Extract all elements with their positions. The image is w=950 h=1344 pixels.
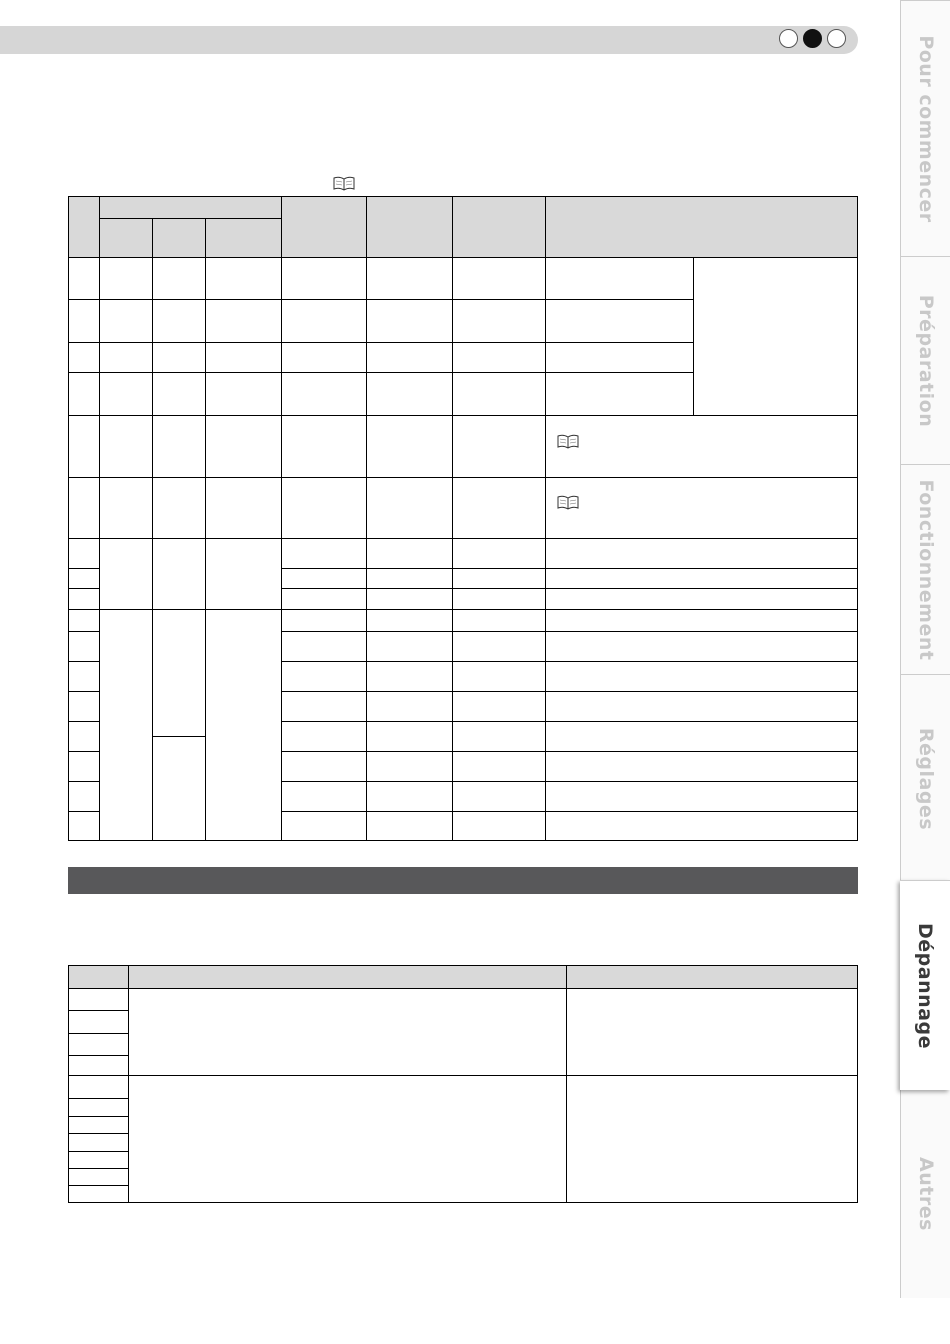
chapter-header-bar [0, 26, 858, 54]
table-cell [152, 257, 206, 300]
table-cell-merged [152, 538, 206, 610]
table-cell-merged [205, 538, 282, 610]
table-cell [366, 415, 453, 478]
table-cell-merged [566, 1075, 858, 1203]
table-cell [452, 751, 546, 782]
table-cell [68, 1075, 129, 1099]
table-cell [545, 372, 694, 416]
table-cell-merged [99, 609, 153, 841]
indicator-dot-filled [803, 29, 822, 48]
table-cell [366, 609, 453, 632]
table-cell [68, 372, 100, 416]
tab-reglages[interactable] [900, 674, 950, 882]
table-cell [366, 588, 453, 610]
table-cell [281, 415, 367, 478]
table-cell [366, 299, 453, 343]
table-cell [68, 661, 100, 692]
table-cell [99, 477, 153, 539]
table-cell [68, 1185, 129, 1203]
table-cell-merged [128, 1075, 567, 1203]
table-cell [366, 661, 453, 692]
table-cell [545, 415, 858, 478]
page-indicator [779, 29, 846, 48]
table-cell [545, 477, 858, 539]
table-cell [452, 588, 546, 610]
tab-label: Autres [914, 1156, 937, 1231]
table-header-cell [68, 965, 129, 989]
table-cell [281, 609, 367, 632]
tab-label: Réglages [914, 727, 937, 830]
table-cell-merged [205, 609, 282, 841]
table-cell [366, 257, 453, 300]
table-cell [545, 691, 858, 722]
table-cell [68, 415, 100, 478]
table-header-cell [281, 196, 367, 258]
table-cell-merged [152, 736, 206, 841]
table-cell [205, 342, 282, 373]
tab-label: Fonctionnement [914, 479, 937, 660]
table-cell [99, 299, 153, 343]
table-cell [281, 721, 367, 752]
table-cell [366, 781, 453, 812]
table-cell [68, 1055, 129, 1076]
tab-fonctionnement[interactable] [900, 464, 950, 674]
table-cell [281, 631, 367, 662]
table-cell [281, 342, 367, 373]
table-header-cell [128, 965, 567, 989]
table-cell [205, 257, 282, 300]
table-cell [68, 988, 129, 1011]
table-cell [452, 415, 546, 478]
tab-autres[interactable] [900, 1088, 950, 1298]
table-cell [452, 538, 546, 569]
table-cell [99, 372, 153, 416]
table-cell [68, 477, 100, 539]
table-cell [545, 538, 858, 569]
table-cell [452, 299, 546, 343]
table-cell [281, 751, 367, 782]
table-cell [452, 257, 546, 300]
table-cell [545, 631, 858, 662]
table-cell [545, 811, 858, 841]
table-cell [452, 721, 546, 752]
tab-label: Préparation [914, 294, 937, 427]
table-cell [68, 1151, 129, 1169]
table-cell [281, 781, 367, 812]
table-cell [452, 342, 546, 373]
table-cell [68, 588, 100, 610]
book-icon [333, 176, 355, 191]
table-cell [366, 691, 453, 722]
table-cell [452, 811, 546, 841]
tab-preparation[interactable] [900, 256, 950, 464]
table-cell [366, 721, 453, 752]
table-cell [366, 372, 453, 416]
table-cell [281, 257, 367, 300]
table-cell [99, 415, 153, 478]
table-cell [68, 631, 100, 662]
table-cell-merged [152, 609, 206, 737]
table-cell [452, 691, 546, 722]
table-cell [205, 415, 282, 478]
table-cell [545, 781, 858, 812]
table-cell [68, 691, 100, 722]
table-cell [68, 781, 100, 812]
table-header-cell [205, 218, 282, 258]
table-header-cell [366, 196, 453, 258]
table-cell [152, 342, 206, 373]
table-cell [68, 721, 100, 752]
table-cell [68, 299, 100, 343]
table-cell [281, 661, 367, 692]
table-cell [452, 661, 546, 692]
table-cell [68, 751, 100, 782]
table-cell [68, 1098, 129, 1117]
table-cell [99, 342, 153, 373]
table-cell [452, 568, 546, 589]
table-cell [545, 588, 858, 610]
table-header-cell [566, 965, 858, 989]
table-cell [545, 721, 858, 752]
table-cell [366, 342, 453, 373]
table-cell [68, 538, 100, 569]
table-cell [152, 415, 206, 478]
table-cell [545, 342, 694, 373]
table-cell [366, 538, 453, 569]
table-cell [452, 631, 546, 662]
table-cell [366, 631, 453, 662]
table-cell [545, 609, 858, 632]
table-cell [68, 609, 100, 632]
table-cell [281, 372, 367, 416]
table-cell [452, 477, 546, 539]
table-cell [366, 751, 453, 782]
table-cell [281, 299, 367, 343]
table-header-cell [99, 218, 153, 258]
tab-label: Dépannage [914, 922, 936, 1049]
table-cell [205, 372, 282, 416]
section-heading-bar [68, 867, 858, 894]
table-header-cell [545, 196, 858, 258]
table-header-cell [152, 218, 206, 258]
table-cell [545, 751, 858, 782]
table-cell [152, 477, 206, 539]
table-cell-merged [99, 538, 153, 610]
table-cell [545, 568, 858, 589]
indicator-dot-empty [779, 29, 798, 48]
table-cell-merged [566, 988, 858, 1076]
table-cell [68, 568, 100, 589]
table-cell [68, 1116, 129, 1134]
table-cell [452, 609, 546, 632]
table-cell [281, 691, 367, 722]
table-cell [205, 477, 282, 539]
table-cell [545, 661, 858, 692]
table-cell [545, 257, 694, 300]
table-header-cell [99, 196, 282, 219]
table-cell [152, 372, 206, 416]
table-header-cell [68, 196, 100, 258]
table-cell [281, 588, 367, 610]
table-cell [205, 299, 282, 343]
tab-label: Pour commencer [914, 34, 937, 223]
table-cell [366, 477, 453, 539]
table-cell [68, 342, 100, 373]
table-cell [99, 257, 153, 300]
table-cell [452, 781, 546, 812]
table-cell [68, 1010, 129, 1034]
table-cell [366, 811, 453, 841]
table-cell [545, 299, 694, 343]
tab-depannage[interactable] [900, 880, 950, 1090]
table-cell [281, 477, 367, 539]
table-cell-merged [693, 257, 858, 416]
indicator-dot-empty [827, 29, 846, 48]
table-cell [281, 568, 367, 589]
table-cell [68, 1133, 129, 1152]
table-cell-merged [128, 988, 567, 1076]
table-cell [152, 299, 206, 343]
table-cell [68, 811, 100, 841]
table-cell [68, 1033, 129, 1056]
table-cell [366, 568, 453, 589]
table-cell [452, 372, 546, 416]
table-header-cell [452, 196, 546, 258]
table-cell [68, 1168, 129, 1186]
table-cell [281, 538, 367, 569]
table-cell [68, 257, 100, 300]
table-cell [281, 811, 367, 841]
tab-pour-commencer[interactable] [900, 0, 950, 256]
